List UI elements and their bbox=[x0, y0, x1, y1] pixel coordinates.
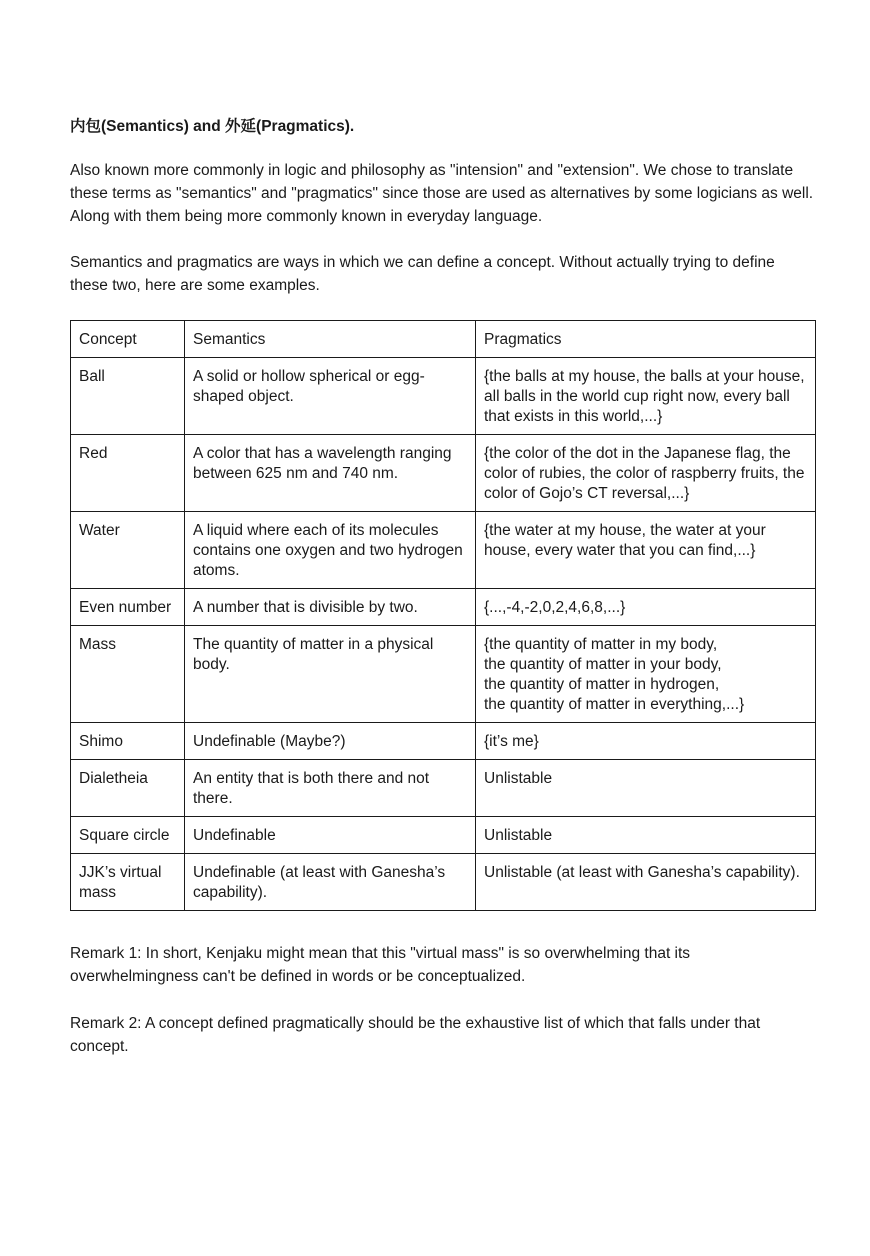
header-pragmatics: Pragmatics bbox=[476, 321, 816, 358]
table-row bbox=[71, 435, 816, 512]
semantics-cell: A liquid where each of its molecules contains one oxygen and two hydrogen atoms. bbox=[185, 512, 476, 589]
pragmatics-cell: {the quantity of matter in my body, the quantity of matter in your body, the quantity of matter in hydrogen, the quantity of matter in everything,...} bbox=[476, 626, 816, 723]
remark-2: Remark 2: A concept defined pragmatically should be the exhaustive list of which that falls under that concept. bbox=[70, 1015, 761, 1055]
pragmatics-cell: Unlistable bbox=[476, 760, 816, 817]
table-row bbox=[71, 626, 816, 723]
concept-table bbox=[70, 320, 816, 911]
table-row bbox=[71, 589, 816, 626]
pragmatics-cell: Unlistable bbox=[476, 817, 816, 854]
pragmatics-cell: {the balls at my house, the balls at your house, all balls in the world cup right now, every ball that exists in this world,...} bbox=[476, 358, 816, 435]
concept-cell: Mass bbox=[71, 626, 185, 723]
pragmatics-cell: Unlistable (at least with Ganesha’s capability). bbox=[476, 854, 816, 911]
semantics-cell: An entity that is both there and not there. bbox=[185, 760, 476, 817]
semantics-cell: Undefinable (at least with Ganesha’s capability). bbox=[185, 854, 476, 911]
concept-cell: Square circle bbox=[71, 817, 185, 854]
header-concept: Concept bbox=[71, 321, 185, 358]
concept-cell: Shimo bbox=[71, 723, 185, 760]
semantics-cell: A solid or hollow spherical or egg-shaped object. bbox=[185, 358, 476, 435]
semantics-cell: Undefinable (Maybe?) bbox=[185, 723, 476, 760]
remark-1: Remark 1: In short, Kenjaku might mean that this "virtual mass" is so overwhelming that its overwhelmingness can't be defined in words or be conceptualized. bbox=[70, 945, 691, 985]
semantics-cell: A number that is divisible by two. bbox=[185, 589, 476, 626]
intro-paragraph: Also known more commonly in logic and philosophy as "intension" and "extension". We chose to translate these terms as "semantics" and "pragmatics" since those are used as alternatives by some logicians as well. Along with them being more commonly known in everyday language. bbox=[70, 162, 814, 225]
concept-cell: Even number bbox=[71, 589, 185, 626]
table-row bbox=[71, 817, 816, 854]
semantics-cell: The quantity of matter in a physical body. bbox=[185, 626, 476, 723]
table-header-row bbox=[71, 321, 816, 358]
concept-cell: Water bbox=[71, 512, 185, 589]
table-row bbox=[71, 358, 816, 435]
semantics-cell: Undefinable bbox=[185, 817, 476, 854]
header-semantics: Semantics bbox=[185, 321, 476, 358]
table-row bbox=[71, 854, 816, 911]
table-row bbox=[71, 723, 816, 760]
pragmatics-cell: {the water at my house, the water at your house, every water that you can find,...} bbox=[476, 512, 816, 589]
pragmatics-cell: {the color of the dot in the Japanese flag, the color of rubies, the color of raspberry fruits, the color of Gojo’s CT reversal,...} bbox=[476, 435, 816, 512]
table-row bbox=[71, 760, 816, 817]
concept-cell: Ball bbox=[71, 358, 185, 435]
pragmatics-cell: {it’s me} bbox=[476, 723, 816, 760]
concept-cell: JJK’s virtual mass bbox=[71, 854, 185, 911]
table-row bbox=[71, 512, 816, 589]
semantics-cell: A color that has a wavelength ranging between 625 nm and 740 nm. bbox=[185, 435, 476, 512]
examples-paragraph: Semantics and pragmatics are ways in which we can define a concept. Without actually trying to define these two, here are some examples. bbox=[70, 254, 775, 294]
concept-cell: Dialetheia bbox=[71, 760, 185, 817]
section-heading: 内包(Semantics) and 外延(Pragmatics). bbox=[70, 118, 355, 135]
pragmatics-cell: {...,-4,-2,0,2,4,6,8,...} bbox=[476, 589, 816, 626]
concept-cell: Red bbox=[71, 435, 185, 512]
